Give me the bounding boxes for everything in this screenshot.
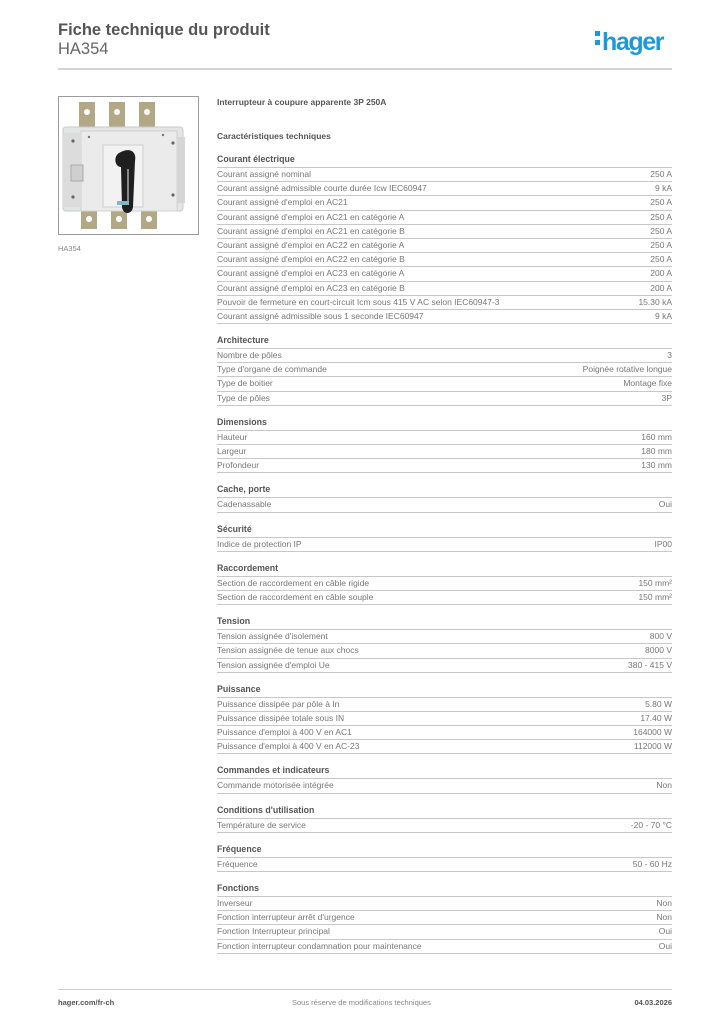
spec-row [217,819,672,833]
technical-characteristics-heading: Caractéristiques techniques [217,131,331,141]
spec-value: -20 - 70 °C [630,819,672,830]
spec-value: 50 - 60 Hz [632,858,672,869]
spec-row [217,349,672,363]
spec-label: Section de raccordement en câble souple [217,591,374,602]
spec-value: 150 mm² [638,577,672,588]
spec-row [217,858,672,872]
spec-section [217,882,672,954]
section-title: Tension [217,615,672,630]
page-header [58,21,270,59]
spec-section [217,562,672,605]
spec-value: 250 A [650,254,672,265]
spec-row [217,377,672,391]
spec-label: Tension assignée d'emploi Ue [217,659,330,670]
spec-label: Courant assigné d'emploi en AC22 en catégorie B [217,254,405,265]
spec-row [217,538,672,552]
hager-logo [595,27,663,57]
spec-value: 9 kA [654,183,672,194]
spec-row [217,740,672,754]
spec-section [217,483,672,512]
spec-value: 164000 W [633,727,672,738]
spec-label: Fonction Interrupteur principal [217,926,330,937]
spec-value: Non [656,912,672,923]
spec-row [217,659,672,673]
spec-label: Courant assigné d'emploi en AC21 [217,197,348,208]
spec-label: Profondeur [217,460,260,471]
spec-label: Inverseur [217,898,253,908]
spec-section [217,764,672,793]
spec-value: 200 A [650,282,672,293]
spec-value: 130 mm [641,460,672,471]
spec-row [217,445,672,459]
spec-row [217,498,672,512]
spec-label: Puissance d'emploi à 400 V en AC-23 [217,741,360,752]
section-title: Courant électrique [217,153,672,168]
spec-label: Courant assigné admissible sous 1 seconde IEC60947 [217,310,424,321]
spec-row [217,431,672,445]
spec-value: Oui [658,926,672,937]
spec-value: 250 A [650,239,672,250]
spec-label: Courant assigné admissible courte durée Icw IEC60947 [217,183,427,194]
spec-row [217,897,672,911]
spec-value: Oui [658,499,672,510]
spec-label: Section de raccordement en câble rigide [217,577,370,588]
spec-row [217,940,672,954]
spec-value: IP00 [654,538,672,549]
spec-section [217,334,672,406]
spec-row [217,225,672,239]
spec-row [217,296,672,310]
spec-label: Puissance dissipée par pôle à In [217,698,340,709]
spec-row [217,182,672,196]
section-title: Raccordement [217,562,672,577]
spec-value: 17.40 W [640,712,672,723]
spec-value: 200 A [650,268,672,279]
spec-row [217,253,672,267]
spec-label: Fréquence [217,858,258,869]
spec-value: 250 A [650,197,672,208]
spec-row [217,168,672,182]
spec-label: Courant assigné d'emploi en AC23 en catégorie A [217,268,405,279]
product-code: HA354 [58,40,109,58]
spec-value: 250 A [650,225,672,236]
spec-value: Poignée rotative longue [582,364,672,375]
spec-row [217,310,672,324]
spec-row [217,211,672,225]
spec-value: 180 mm [641,446,672,456]
spec-label: Puissance dissipée totale sous IN [217,712,345,723]
spec-value: 380 - 415 V [628,659,672,670]
spec-row [217,196,672,210]
section-title: Puissance [217,683,672,698]
footer-date: 04.03.2026 [634,998,672,1007]
spec-section [217,615,672,673]
spec-label: Nombre de pôles [217,350,282,361]
spec-value: 800 V [649,631,672,642]
section-title: Fonctions [217,882,672,897]
spec-value: 150 mm² [638,591,672,602]
footer-website-link[interactable]: hager.com/fr-ch [58,998,115,1007]
section-title: Conditions d'utilisation [217,804,672,819]
spec-row [217,779,672,793]
footer-disclaimer: Sous réserve de modifications techniques [292,998,431,1007]
spec-row [217,267,672,281]
spec-row [217,644,672,658]
section-title: Sécurité [217,523,672,538]
spec-value: 9 kA [654,310,672,321]
spec-label: Hauteur [217,431,248,442]
section-title: Fréquence [217,843,672,858]
spec-section [217,683,672,755]
spec-label: Type de boitier [217,378,273,389]
page-title: Fiche technique du produit [58,21,270,39]
logo-text: hager [602,28,664,56]
spec-value: 8000 V [645,645,672,656]
spec-row [217,630,672,644]
spec-value: Montage fixe [623,378,672,389]
spec-label: Fonction interrupteur condamnation pour maintenance [217,940,422,951]
section-title: Dimensions [217,416,672,431]
section-title: Architecture [217,334,672,349]
spec-value: 3P [661,392,672,403]
spec-section [217,843,672,872]
spec-row [217,925,672,939]
spec-row [217,577,672,591]
spec-label: Puissance d'emploi à 400 V en AC1 [217,727,352,738]
spec-label: Courant assigné d'emploi en AC21 en catégorie B [217,225,405,236]
spec-label: Fonction interrupteur arrêt d'urgence [217,912,355,923]
spec-row [217,392,672,406]
spec-label: Cadenassable [217,499,272,510]
spec-value: 15.30 kA [638,296,672,307]
spec-label: Indice de protection IP [217,538,302,549]
spec-value: 5.80 W [645,698,672,709]
product-image [58,96,199,235]
spec-label: Type d'organe de commande [217,364,327,375]
section-title: Commandes et indicateurs [217,764,672,779]
spec-label: Courant assigné nominal [217,169,312,179]
spec-label: Température de service [217,819,306,830]
logo-colon-icon [595,28,602,49]
spec-row [217,911,672,925]
spec-value: Non [656,898,672,908]
spec-row [217,459,672,473]
spec-section [217,804,672,833]
product-description: Interrupteur à coupure apparente 3P 250A [217,97,387,107]
spec-content [217,95,672,954]
section-title: Cache, porte [217,483,672,498]
spec-label: Courant assigné d'emploi en AC23 en catégorie B [217,282,405,293]
spec-row [217,698,672,712]
image-caption: HA354 [58,244,81,253]
spec-row [217,363,672,377]
spec-value: 250 A [650,169,672,179]
spec-row [217,726,672,740]
spec-row [217,239,672,253]
spec-value: 112000 W [633,741,672,752]
header-divider [58,68,672,70]
spec-label: Commande motorisée intégrée [217,780,334,791]
spec-row [217,591,672,605]
spec-value: 250 A [650,211,672,222]
spec-row [217,282,672,296]
spec-row [217,712,672,726]
spec-label: Tension assignée d'isolement [217,631,328,642]
switch-disconnector-image [59,97,198,234]
spec-value: 160 mm [641,431,672,442]
spec-section [217,416,672,474]
spec-label: Courant assigné d'emploi en AC21 en catégorie A [217,211,405,222]
footer-divider [58,989,672,990]
spec-label: Pouvoir de fermeture en court-circuit Icm sous 415 V AC selon IEC60947-3 [217,296,500,307]
spec-value: Oui [658,940,672,951]
spec-value: 3 [667,350,672,361]
spec-sections [217,153,672,954]
spec-label: Courant assigné d'emploi en AC22 en catégorie A [217,239,405,250]
spec-label: Largeur [217,446,247,456]
spec-label: Tension assignée de tenue aux chocs [217,645,359,656]
spec-section [217,523,672,552]
spec-label: Type de pôles [217,392,270,403]
spec-section [217,153,672,324]
spec-value: Non [656,780,672,791]
